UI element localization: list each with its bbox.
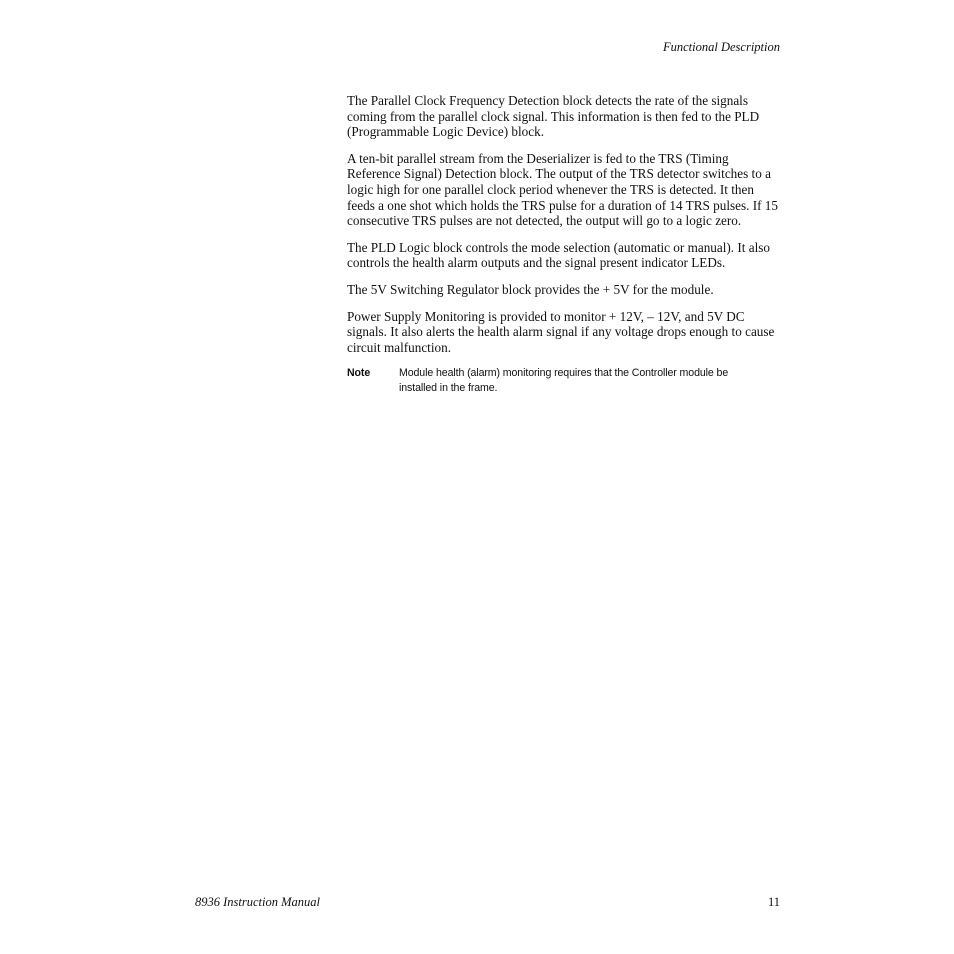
paragraph-parallel-clock-detection: The Parallel Clock Frequency Detection block detects the rate of the signals coming from the parallel clock signal. This information is then fed to the PLD (Programmable Logic Device) block.: [347, 93, 760, 140]
paragraph-power-supply-monitoring: Power Supply Monitoring is provided to monitor + 12V, – 12V, and 5V DC signals. It also alerts the health alarm signal if any voltage drops enough to cause circuit malfunction.: [347, 308, 775, 355]
note-block: [347, 366, 781, 395]
paragraph-trs-detection: A ten-bit parallel stream from the Deserializer is fed to the TRS (Timing Reference Signal) Detection block. The output of the TRS detector switches to a logic high for one parallel clock period whenever the TRS is detected. It then feeds a one shot which holds the TRS pulse for a duration of 14 TRS pulses. If 15 consecutive TRS pulses are not detected, the output will go to a logic zero.: [347, 150, 778, 229]
note-label: Note: [347, 367, 371, 380]
paragraph-switching-regulator: The 5V Switching Regulator block provides the + 5V for the module.: [347, 281, 714, 297]
paragraph-pld-logic: The PLD Logic block controls the mode selection (automatic or manual). It also controls the health alarm outputs and the signal present indicator LEDs.: [347, 239, 770, 271]
footer-page-number: 11: [767, 895, 780, 909]
running-header: Functional Description: [663, 40, 780, 54]
footer-document-title: 8936 Instruction Manual: [195, 895, 320, 909]
body-text: [347, 93, 781, 395]
note-text: Module health (alarm) monitoring requires that the Controller module be installed in the frame.: [399, 367, 729, 394]
